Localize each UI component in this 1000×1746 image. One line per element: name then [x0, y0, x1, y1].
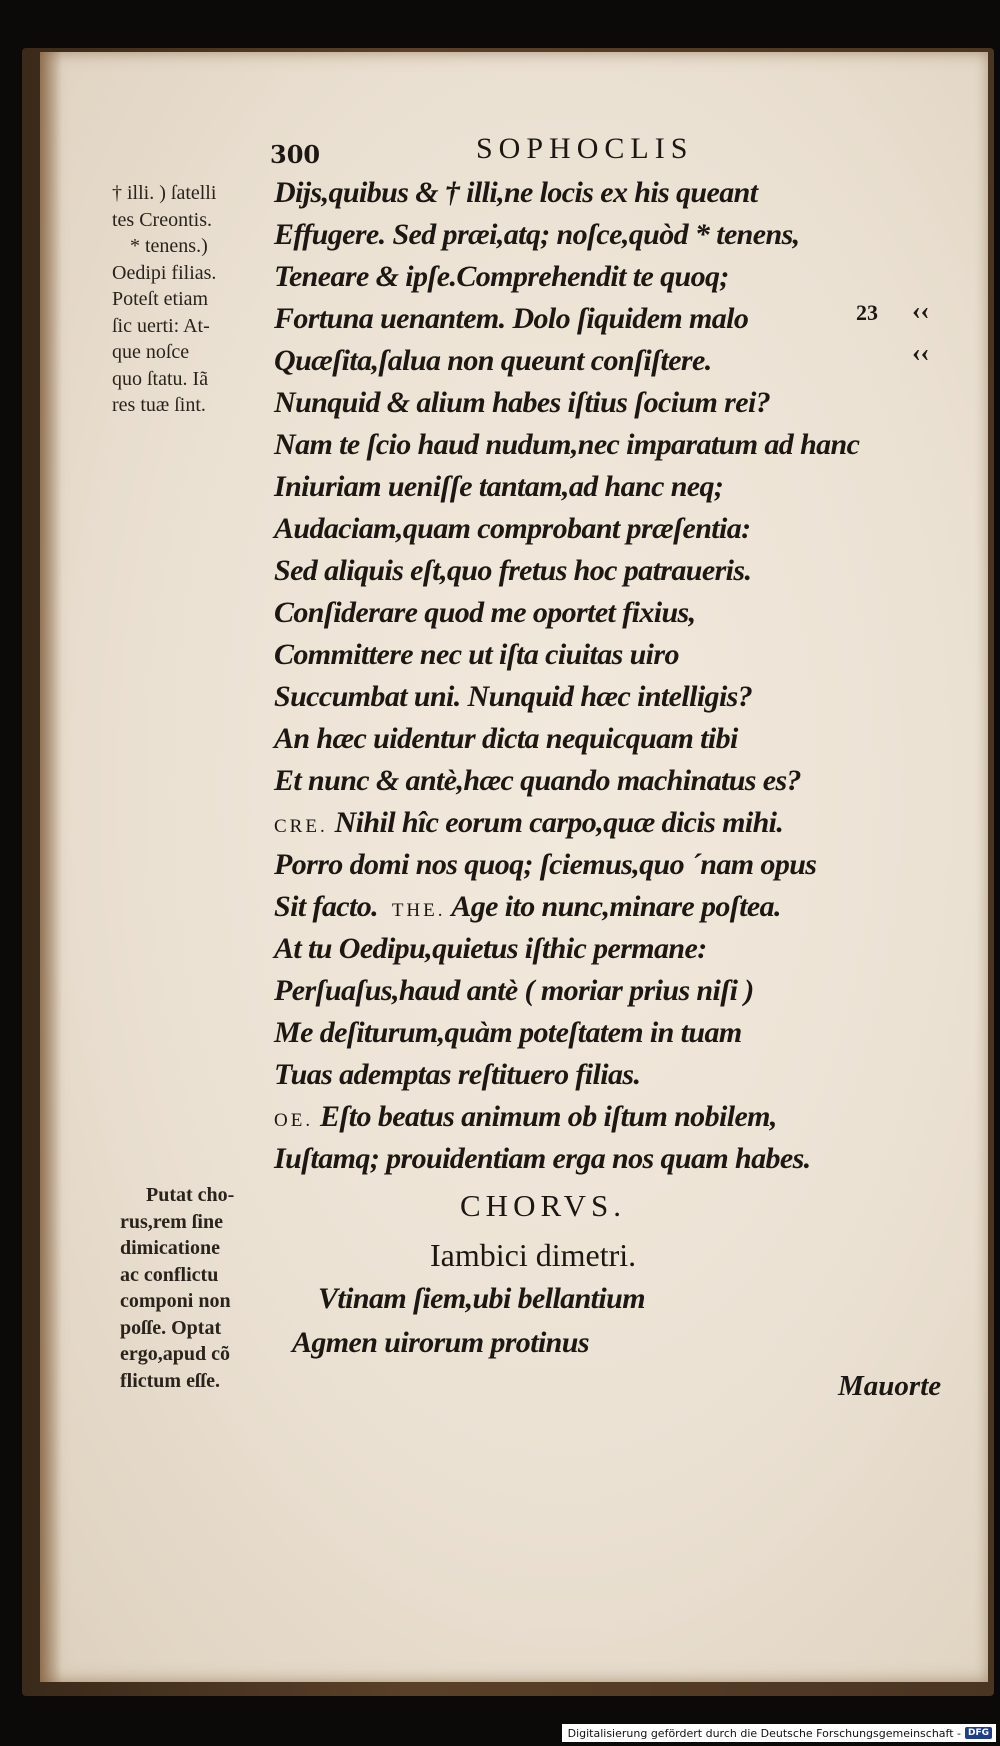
verse-line [274, 1100, 777, 1134]
chorus-heading: CHORVS. [460, 1188, 627, 1223]
verse-line-text: Succumbat uni. Nunquid hæc intelligis? [274, 680, 753, 713]
verse-line [274, 764, 801, 798]
verse-line [274, 554, 751, 588]
verse-line [274, 680, 752, 714]
verse-line [274, 932, 707, 966]
margin-note-line: que noſce [112, 341, 190, 363]
speaker-label: OE. [274, 1110, 314, 1131]
margin-note-line: ergo,apud cõ [120, 1343, 230, 1365]
margin-note-line: rus,rem ſine [120, 1210, 223, 1233]
margin-note-line: Putat cho- [146, 1184, 235, 1206]
margin-note-line: * tenens.) [130, 235, 208, 257]
margin-note-line: Poteſt etiam [112, 288, 209, 310]
verse-line-text: Sed aliquis eſt,quo fretus hoc patraueris. [274, 554, 752, 587]
verse-line-text: Teneare & ipſe.Comprehendit te quoq; [274, 260, 729, 293]
verse-line [274, 848, 816, 882]
verse-line-text: Perſuaſus,haud antè ( moriar prius niſi ) [274, 974, 754, 1007]
verse-line-text: Conſiderare quod me oportet fixius, [274, 596, 696, 629]
verse-line [274, 512, 751, 546]
verse-line-text: Nunquid & alium habes iſtius ſocium rei? [274, 386, 771, 419]
verse-line-text: Committere nec ut iſta ciuitas uiro [274, 638, 679, 671]
verse-line [274, 218, 800, 252]
verse-line-text: Et nunc & antè,hæc quando machinatus es? [274, 764, 801, 797]
verse-line [274, 470, 723, 504]
verse-line [274, 1142, 811, 1176]
verse-line-text: Dijs,quibus & † illi,ne locis ex his queant [274, 176, 758, 209]
catchword: Mauorte [838, 1370, 942, 1402]
verse-line-text: Nam te ſcio haud nudum,nec imparatum ad hanc [274, 428, 860, 461]
quotation-marker: ‹‹ [912, 338, 930, 367]
chorus-line: Vtinam ſiem,ubi bellantium [318, 1282, 645, 1315]
verse-line [274, 890, 781, 924]
chorus-line: Agmen uirorum protinus [292, 1326, 589, 1359]
running-head: SOPHOCLIS [476, 132, 694, 165]
verse-line [274, 596, 696, 630]
margin-note-chorus [120, 1182, 234, 1394]
verse-line-text: At tu Oedipu,quietus iſthic permane: [274, 932, 707, 965]
speaker-label: CRE. [274, 816, 328, 837]
verse-line-text: Eſto beatus animum ob iſtum nobilem, [319, 1100, 777, 1133]
verse-line [274, 1016, 742, 1050]
margin-note-line: ac conflictu [120, 1263, 219, 1286]
verse-line [274, 260, 729, 294]
verse-line-text: Nihil hîc eorum carpo,quæ dicis mihi. [334, 806, 784, 839]
verse-line [274, 428, 859, 462]
margin-note-line: res tuæ ſint. [112, 394, 206, 416]
margin-note-line: tes Creontis. [112, 208, 212, 231]
verse-line-text: Quæſita,ſalua non queunt conſiſtere. [274, 344, 712, 377]
quotation-marker: ‹‹ [912, 296, 930, 325]
margin-note-line: flictum eſſe. [120, 1369, 220, 1392]
verse-line [274, 974, 754, 1008]
page-number: 300 [270, 140, 321, 169]
verse-line-text: Age ito nunc,minare poſtea. [451, 890, 781, 923]
margin-note-line: ſic uerti: At- [112, 314, 210, 337]
verse-line-text: Me deſiturum,quàm poteſtatem in tuam [274, 1016, 742, 1049]
verse-line-text: Iuſtamq; prouidentiam erga nos quam habes. [274, 1142, 811, 1175]
verse-line [274, 722, 738, 756]
verse-line [274, 638, 679, 672]
margin-note-top [112, 180, 216, 419]
line-number-marker: 23 [856, 300, 878, 325]
verse-line [274, 176, 757, 210]
verse-line [274, 806, 783, 840]
verse-line-text: Iniuriam ueniſſe tantam,ad hanc neq; [274, 470, 724, 503]
margin-note-line: componi non [120, 1290, 231, 1312]
chorus-subheading: Iambici dimetri. [430, 1237, 637, 1273]
margin-note-line: dimicatione [120, 1237, 220, 1259]
verse-line-text: Effugere. Sed præi,atq; noſce,quòd * tenens, [274, 218, 800, 251]
verse-line-text: An hæc uidentur dicta nequicquam tibi [274, 722, 738, 755]
verse-line [274, 344, 712, 378]
dfg-logo: DFG [965, 1727, 992, 1739]
verse-line-text: Porro domi nos quoq; ſciemus,quo ´nam opus [274, 848, 817, 881]
verse-line-text: Fortuna uenantem. Dolo ſiquidem malo [274, 302, 749, 335]
digitization-credit-text: Digitalisierung gefördert durch die Deutsche Forschungsgemeinschaft - [567, 1726, 961, 1740]
margin-note-line: † illi. ) ſatelli [112, 182, 217, 204]
verse-line-text: Audaciam,quam comprobant præſentia: [274, 512, 751, 545]
verse-line [274, 302, 748, 336]
speaker-label: THE. [391, 900, 446, 921]
margin-note-line: Oedipi filias. [112, 261, 217, 284]
digitization-credit-banner [562, 1724, 996, 1742]
verse-line [274, 1058, 640, 1092]
verse-line [274, 386, 770, 420]
verse-line-text: Tuas ademptas reſtituero filias. [274, 1058, 641, 1091]
gutter-shadow [40, 52, 62, 1682]
margin-note-line: quo ſtatu. Iã [112, 367, 209, 390]
margin-note-line: poſſe. Optat [120, 1316, 222, 1339]
verse-line-text: Sit facto. [274, 890, 378, 923]
